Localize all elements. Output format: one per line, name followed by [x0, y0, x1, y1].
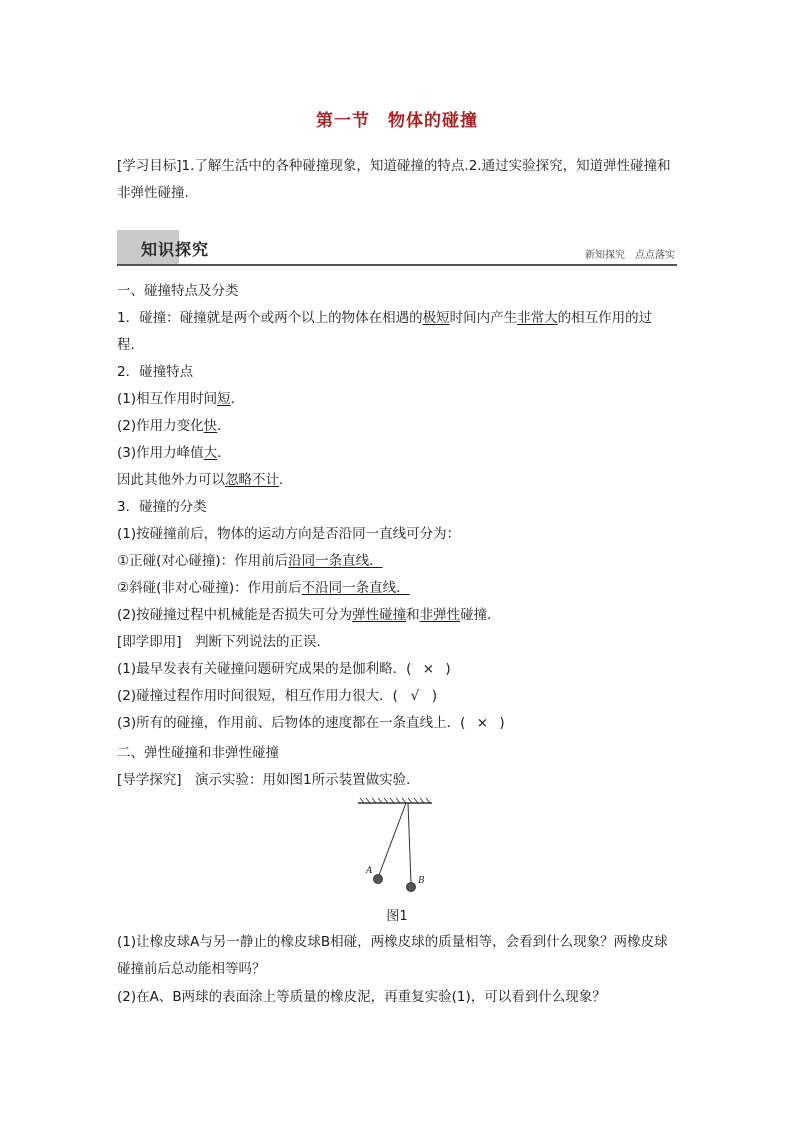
ball-b: [407, 883, 416, 892]
item2-1-blank: 短: [217, 391, 231, 407]
pendulum-diagram: [350, 795, 440, 895]
item1-blank-1: 极短: [422, 310, 450, 326]
item3-1a-blank: 沿同一条直线．: [288, 553, 383, 569]
item3-1a: [117, 551, 383, 571]
quiz-item-1-mark: ×: [422, 661, 435, 677]
part2-heading: 二、弹性碰撞和非弹性碰撞: [117, 745, 279, 761]
item3-1: (1)按碰撞前后，物体的运动方向是否沿同一直线可分为：: [117, 526, 461, 542]
item2-3-prefix: (3)作用力峰值: [117, 445, 204, 461]
item2-note-blank: 忽略不计: [225, 472, 279, 488]
item3-1b-blank: 不沿同一条直线．: [301, 580, 410, 596]
item3-2: [117, 605, 501, 625]
item3-1b-prefix: ②斜碰(非对心碰撞)：作用前后: [117, 580, 302, 596]
quiz-item-1-close: ): [445, 661, 451, 677]
ball-a: [374, 875, 383, 884]
section-header-right-text: 新知探究 点点落实: [585, 250, 675, 261]
quiz-item-2: [117, 686, 437, 706]
item2-3-blank: 大: [203, 445, 218, 461]
quiz-heading: [即学即用] 判断下列说法的正误．: [117, 634, 331, 650]
item3-1a-prefix: ①正碰(对心碰撞)：作用前后: [117, 553, 289, 569]
quiz-item-3-mark: ×: [476, 715, 489, 731]
item1-line: [117, 308, 652, 328]
item1-suffix: 的相互作用的过: [557, 310, 653, 326]
page-title: 第一节 物体的碰撞: [316, 111, 478, 131]
quiz-item-2-close: ): [431, 688, 438, 704]
item3-2-blank-1: 弹性碰撞: [352, 607, 407, 623]
item1-continuation: 程．: [117, 337, 144, 353]
figure-caption: 图1: [386, 909, 408, 924]
objectives-text: 1.了解生活中的各种碰撞现象，知道碰撞的特点.2.通过实验探究，知道弹性碰撞和非弹性碰撞.: [117, 158, 671, 201]
item3-2-mid: 和: [406, 607, 420, 623]
quiz-item-1-text: (1)最早发表有关碰撞问题研究成果的是伽利略．(: [117, 661, 412, 677]
item2-2: [117, 416, 231, 436]
learning-objectives: [117, 153, 679, 207]
item2-3: [117, 443, 231, 463]
section-header-rule: [117, 264, 677, 266]
pendulum-figure: [350, 795, 440, 895]
item2-1: [117, 389, 244, 409]
item2-1-prefix: (1)相互作用时间: [117, 391, 218, 407]
string-b: [408, 803, 411, 883]
item1-prefix: 1．碰撞：碰撞就是两个或两个以上的物体在相遇的: [117, 310, 423, 326]
part1-heading: 一、碰撞特点及分类: [117, 283, 239, 299]
item3-1b: [117, 578, 410, 598]
section-header: [117, 230, 677, 266]
item3-2-suffix: 碰撞．: [460, 607, 501, 623]
ball-b-label: B: [418, 876, 425, 886]
quiz-item-1: [117, 659, 451, 679]
item3-2-blank-2: 非弹性: [419, 607, 461, 623]
item2-2-suffix: ．: [217, 418, 231, 434]
item1-mid: 时间内产生: [449, 310, 518, 326]
question-1: (1)让橡皮球A与另一静止的橡皮球B相碰，两橡皮球的质量相等，会看到什么现象？两橡皮球碰撞前后总动能相等吗？: [117, 934, 668, 977]
quiz-item-3-close: ): [499, 715, 505, 731]
item3-heading: 3．碰撞的分类: [117, 499, 207, 515]
item2-note-prefix: 因此其他外力可以: [117, 472, 225, 488]
question-2: (2)在A、B两球的表面涂上等质量的橡皮泥，再重复实验(1)，可以看到什么现象？: [117, 989, 606, 1005]
section-header-label: 知识探究: [141, 240, 210, 259]
quiz-item-2-text: (2)碰撞过程作用时间很短，相互作用力很大．(: [117, 688, 398, 704]
quiz-item-2-mark: √: [410, 688, 420, 704]
item2-1-suffix: ．: [230, 391, 245, 407]
string-a: [379, 803, 406, 875]
part2-intro: [导学探究] 演示实验：用如图1所示装置做实验．: [117, 772, 420, 788]
item2-3-suffix: ．: [217, 445, 231, 461]
item2-note-suffix: ．: [279, 472, 293, 488]
ball-a-label: A: [366, 866, 373, 876]
objectives-label: [学习目标]: [117, 158, 182, 174]
item2-heading: 2．碰撞特点: [117, 364, 194, 380]
item2-2-blank: 快: [203, 418, 218, 434]
item2-2-prefix: (2)作用力变化: [117, 418, 204, 434]
quiz-item-3: [117, 713, 505, 733]
item1-blank-2: 非常大: [517, 310, 558, 326]
quiz-item-3-text: (3)所有的碰撞，作用前、后物体的速度都在一条直线上．(: [117, 715, 466, 731]
item3-2-prefix: (2)按碰撞过程中机械能是否损失可分为: [117, 607, 353, 623]
item2-note: [117, 470, 293, 490]
